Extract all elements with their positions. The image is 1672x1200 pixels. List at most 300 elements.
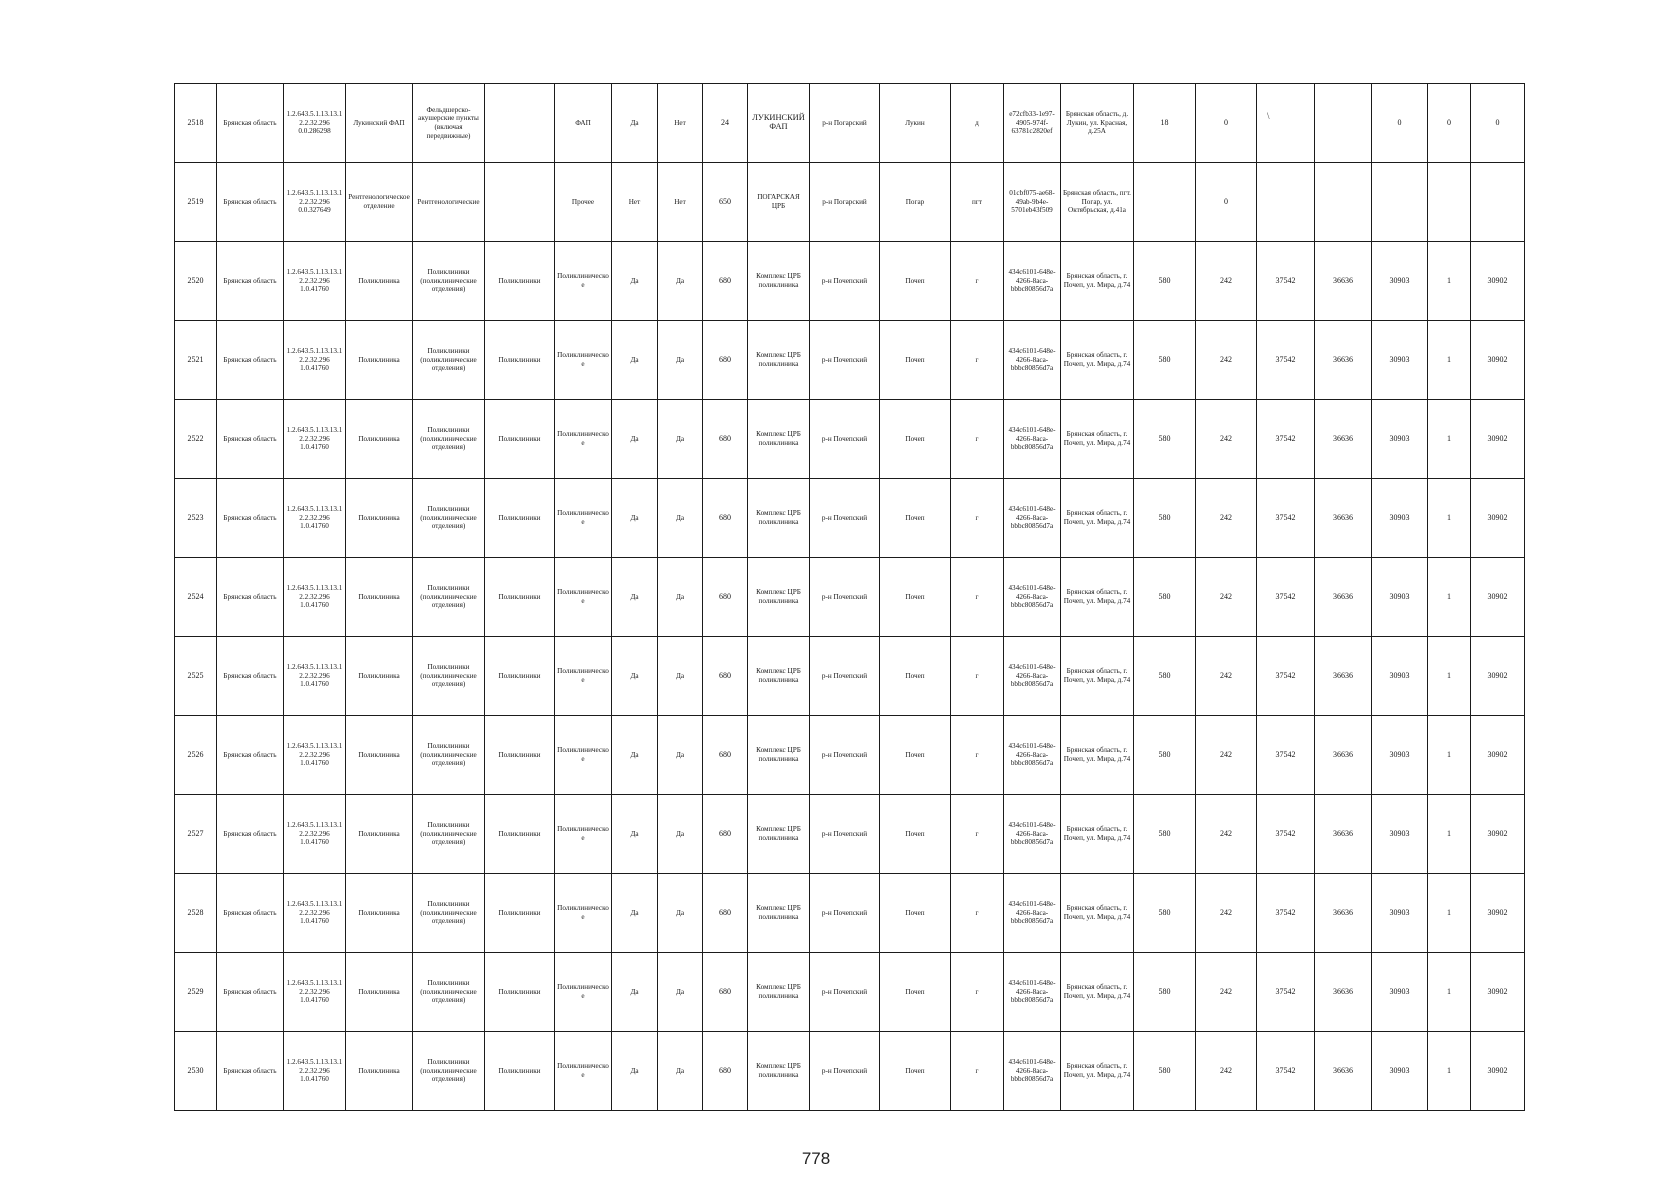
table-cell: 2530 xyxy=(175,1032,217,1111)
table-cell: 2525 xyxy=(175,637,217,716)
table-cell: 1.2.643.5.1.13.13.12.2.32.296 0.0.327649 xyxy=(284,163,346,242)
table-cell: Поликлиники (поликлинические отделения) xyxy=(413,558,485,637)
table-cell: 30902 xyxy=(1471,558,1525,637)
table-cell: Поликлиника xyxy=(346,795,413,874)
table-cell: 680 xyxy=(703,242,748,321)
table-cell: Почеп xyxy=(880,479,951,558)
table-cell: Поликлиники xyxy=(485,1032,555,1111)
table-cell: ЛУКИНСКИЙ ФАП xyxy=(748,84,810,163)
table-cell: 650 xyxy=(703,163,748,242)
table-cell: Почеп xyxy=(880,716,951,795)
table-cell: 242 xyxy=(1196,1032,1257,1111)
table-cell: 242 xyxy=(1196,874,1257,953)
table-cell: Комплекс ЦРБ поликлиника xyxy=(748,953,810,1032)
table-cell: Брянская область xyxy=(217,84,284,163)
table-cell: Брянская область xyxy=(217,558,284,637)
table-cell: Почеп xyxy=(880,558,951,637)
table-cell: Поликлиника xyxy=(346,874,413,953)
table-cell: 37542 xyxy=(1257,874,1315,953)
table-cell: Да xyxy=(658,479,703,558)
table-cell: Комплекс ЦРБ поликлиника xyxy=(748,400,810,479)
table-cell: 1.2.643.5.1.13.13.12.2.32.296 1.0.41760 xyxy=(284,716,346,795)
table-cell: 2526 xyxy=(175,716,217,795)
table-cell: 37542 xyxy=(1257,1032,1315,1111)
table-cell: г xyxy=(951,242,1004,321)
table-cell: 0 xyxy=(1196,84,1257,163)
table-cell: 434c6101-648e-4266-8aca-bbbc80856d7a xyxy=(1004,479,1061,558)
table-cell: 2520 xyxy=(175,242,217,321)
table-cell: 37542 xyxy=(1257,795,1315,874)
table-cell: 37542 xyxy=(1257,953,1315,1032)
table-cell: Да xyxy=(658,321,703,400)
table-cell: Поликлиники (поликлинические отделения) xyxy=(413,479,485,558)
table-cell: Поликлиническое xyxy=(555,795,612,874)
table-cell: Почеп xyxy=(880,953,951,1032)
table-cell: Брянская область, пгт. Погар, ул. Октябрьская, д.41а xyxy=(1061,163,1134,242)
table-cell: Почеп xyxy=(880,1032,951,1111)
table-cell: Поликлиники (поликлинические отделения) xyxy=(413,795,485,874)
table-row xyxy=(175,242,1525,321)
table-cell: Поликлиники xyxy=(485,321,555,400)
table-cell: Да xyxy=(612,321,658,400)
table-cell: Поликлиническое xyxy=(555,637,612,716)
table-cell: Нет xyxy=(658,163,703,242)
table-cell: 37542 xyxy=(1257,400,1315,479)
table-cell: Поликлиники (поликлинические отделения) xyxy=(413,400,485,479)
table-cell: Да xyxy=(612,716,658,795)
table-cell: Брянская область, г. Почеп, ул. Мира, д.74 xyxy=(1061,321,1134,400)
table-body xyxy=(175,84,1525,1111)
table-cell: 1.2.643.5.1.13.13.12.2.32.296 1.0.41760 xyxy=(284,1032,346,1111)
table-cell: Да xyxy=(612,84,658,163)
table-cell: Поликлиническое xyxy=(555,400,612,479)
table-cell: 0 xyxy=(1196,163,1257,242)
table-cell: Да xyxy=(658,716,703,795)
table-cell: Брянская область, г. Почеп, ул. Мира, д.74 xyxy=(1061,1032,1134,1111)
table-cell: Да xyxy=(658,637,703,716)
table-cell xyxy=(1134,163,1196,242)
table-cell: 680 xyxy=(703,716,748,795)
table-cell: e72cfb33-1e97-4905-974f-63781c2820ef xyxy=(1004,84,1061,163)
table-cell: 2519 xyxy=(175,163,217,242)
table-cell: Поликлиники (поликлинические отделения) xyxy=(413,874,485,953)
table-cell: р-н Погарский xyxy=(810,163,880,242)
table-row xyxy=(175,637,1525,716)
table-cell: 680 xyxy=(703,558,748,637)
table-cell: 30903 xyxy=(1372,953,1428,1032)
table-cell: Поликлиники xyxy=(485,716,555,795)
table-cell: д xyxy=(951,84,1004,163)
table-cell: 01cbf075-ae68-49ab-9b4e-5701eb43f509 xyxy=(1004,163,1061,242)
table-cell: Да xyxy=(658,400,703,479)
table-cell: г xyxy=(951,716,1004,795)
table-cell: г xyxy=(951,874,1004,953)
table-cell: 1.2.643.5.1.13.13.12.2.32.296 1.0.41760 xyxy=(284,874,346,953)
table-cell: Брянская область xyxy=(217,716,284,795)
table-cell: 2523 xyxy=(175,479,217,558)
table-cell: Почеп xyxy=(880,874,951,953)
table-row xyxy=(175,874,1525,953)
table-cell: Да xyxy=(658,795,703,874)
table-cell: 36636 xyxy=(1315,953,1372,1032)
table-cell: 30902 xyxy=(1471,795,1525,874)
table-cell: 2528 xyxy=(175,874,217,953)
table-cell: 434c6101-648e-4266-8aca-bbbc80856d7a xyxy=(1004,1032,1061,1111)
table-cell: 1 xyxy=(1428,558,1471,637)
table-cell xyxy=(485,163,555,242)
table-cell: 30902 xyxy=(1471,242,1525,321)
table-cell: Брянская область, г. Почеп, ул. Мира, д.74 xyxy=(1061,637,1134,716)
table-cell: 580 xyxy=(1134,795,1196,874)
table-cell: 2524 xyxy=(175,558,217,637)
table-cell: 30902 xyxy=(1471,400,1525,479)
table-cell: р-н Почепский xyxy=(810,637,880,716)
table-cell: Да xyxy=(612,874,658,953)
table-cell: 30903 xyxy=(1372,637,1428,716)
table-cell: Брянская область, г. Почеп, ул. Мира, д.74 xyxy=(1061,479,1134,558)
table-cell: Брянская область xyxy=(217,953,284,1032)
table-cell: р-н Почепский xyxy=(810,400,880,479)
table-cell: г xyxy=(951,479,1004,558)
table-cell: Брянская область xyxy=(217,637,284,716)
table-cell: 434c6101-648e-4266-8aca-bbbc80856d7a xyxy=(1004,795,1061,874)
table-cell: 580 xyxy=(1134,242,1196,321)
table-cell: 30902 xyxy=(1471,321,1525,400)
table-cell: 30903 xyxy=(1372,321,1428,400)
table-cell: Поликлиники xyxy=(485,953,555,1032)
table-cell: 1.2.643.5.1.13.13.12.2.32.296 1.0.41760 xyxy=(284,953,346,1032)
table-cell: 680 xyxy=(703,953,748,1032)
table-cell: Поликлиники (поликлинические отделения) xyxy=(413,1032,485,1111)
table-cell: 30902 xyxy=(1471,716,1525,795)
table-cell: г xyxy=(951,637,1004,716)
table-cell: Почеп xyxy=(880,795,951,874)
table-cell: 580 xyxy=(1134,953,1196,1032)
table-cell: Поликлиническое xyxy=(555,242,612,321)
table-cell: г xyxy=(951,558,1004,637)
table-cell xyxy=(1315,163,1372,242)
table-cell: Поликлиники (поликлинические отделения) xyxy=(413,242,485,321)
table-row xyxy=(175,1032,1525,1111)
table-cell: 30903 xyxy=(1372,795,1428,874)
table-cell: 1 xyxy=(1428,242,1471,321)
table-cell: Почеп xyxy=(880,637,951,716)
table-cell: 30903 xyxy=(1372,479,1428,558)
table-cell: р-н Почепский xyxy=(810,1032,880,1111)
table-cell: 580 xyxy=(1134,716,1196,795)
table-cell: 1.2.643.5.1.13.13.12.2.32.296 1.0.41760 xyxy=(284,479,346,558)
table-cell: 580 xyxy=(1134,400,1196,479)
table-cell: Брянская область, г. Почеп, ул. Мира, д.74 xyxy=(1061,874,1134,953)
table-cell: Комплекс ЦРБ поликлиника xyxy=(748,321,810,400)
table-cell: 2527 xyxy=(175,795,217,874)
table-cell: 580 xyxy=(1134,874,1196,953)
table-cell: р-н Почепский xyxy=(810,242,880,321)
table-cell: 580 xyxy=(1134,558,1196,637)
table-cell: Комплекс ЦРБ поликлиника xyxy=(748,874,810,953)
table-cell: Поликлиническое xyxy=(555,953,612,1032)
table-cell: Да xyxy=(612,400,658,479)
table-cell: Брянская область xyxy=(217,242,284,321)
table-cell: 2518 xyxy=(175,84,217,163)
table-cell: Поликлиника xyxy=(346,400,413,479)
table-cell: Лукин xyxy=(880,84,951,163)
table-cell: Поликлиника xyxy=(346,558,413,637)
table-cell: 30903 xyxy=(1372,874,1428,953)
table-cell: Комплекс ЦРБ поликлиника xyxy=(748,716,810,795)
table-cell: Брянская область, г. Почеп, ул. Мира, д.74 xyxy=(1061,795,1134,874)
page-number: 778 xyxy=(801,1149,831,1168)
table-cell: 242 xyxy=(1196,558,1257,637)
table-cell: 434c6101-648e-4266-8aca-bbbc80856d7a xyxy=(1004,637,1061,716)
table-cell: 680 xyxy=(703,479,748,558)
table-cell: Поликлиника xyxy=(346,479,413,558)
table-cell: 434c6101-648e-4266-8aca-bbbc80856d7a xyxy=(1004,716,1061,795)
table-cell: 0 xyxy=(1471,84,1525,163)
table-cell: р-н Почепский xyxy=(810,874,880,953)
table-cell: 242 xyxy=(1196,795,1257,874)
table-cell: 1.2.643.5.1.13.13.12.2.32.296 1.0.41760 xyxy=(284,795,346,874)
table-cell xyxy=(1428,163,1471,242)
table-cell: 434c6101-648e-4266-8aca-bbbc80856d7a xyxy=(1004,321,1061,400)
table-cell: Комплекс ЦРБ поликлиника xyxy=(748,242,810,321)
table-cell: Комплекс ЦРБ поликлиника xyxy=(748,795,810,874)
table-cell: 1.2.643.5.1.13.13.12.2.32.296 0.0.286298 xyxy=(284,84,346,163)
table-cell: 18 xyxy=(1134,84,1196,163)
table-cell: Брянская область, г. Почеп, ул. Мира, д.74 xyxy=(1061,242,1134,321)
table-cell: 680 xyxy=(703,321,748,400)
table-cell: р-н Почепский xyxy=(810,716,880,795)
table-cell: Да xyxy=(658,558,703,637)
table-cell: 30902 xyxy=(1471,1032,1525,1111)
table-cell: 37542 xyxy=(1257,479,1315,558)
table-cell: Поликлиники (поликлинические отделения) xyxy=(413,637,485,716)
table-cell: Да xyxy=(658,242,703,321)
table-cell: 680 xyxy=(703,637,748,716)
table-cell: 36636 xyxy=(1315,795,1372,874)
table-cell: 1 xyxy=(1428,953,1471,1032)
table-cell: 242 xyxy=(1196,400,1257,479)
table-cell: Да xyxy=(612,242,658,321)
table-cell: Рентгенологическое отделение xyxy=(346,163,413,242)
table-cell: 1.2.643.5.1.13.13.12.2.32.296 1.0.41760 xyxy=(284,558,346,637)
table-cell: р-н Почепский xyxy=(810,558,880,637)
table-cell: 1 xyxy=(1428,321,1471,400)
table-cell: 37542 xyxy=(1257,637,1315,716)
table-cell xyxy=(1257,163,1315,242)
table-cell: 680 xyxy=(703,874,748,953)
table-cell: Поликлиники xyxy=(485,558,555,637)
facility-registry-table xyxy=(174,83,1525,1111)
table-cell: Поликлиники xyxy=(485,479,555,558)
table-cell: Поликлиническое xyxy=(555,479,612,558)
table-cell: р-н Погарский xyxy=(810,84,880,163)
table-cell: 1.2.643.5.1.13.13.12.2.32.296 1.0.41760 xyxy=(284,400,346,479)
table-cell: Поликлиники xyxy=(485,400,555,479)
table-cell: 580 xyxy=(1134,479,1196,558)
table-cell: ПОГАРСКАЯ ЦРБ xyxy=(748,163,810,242)
table-cell: Лукинский ФАП xyxy=(346,84,413,163)
table-cell: 0 xyxy=(1428,84,1471,163)
table-row xyxy=(175,321,1525,400)
table-cell: Поликлиники (поликлинические отделения) xyxy=(413,321,485,400)
table-cell: Поликлиника xyxy=(346,953,413,1032)
table-cell: 242 xyxy=(1196,479,1257,558)
table-cell: 1 xyxy=(1428,1032,1471,1111)
table-cell: 30902 xyxy=(1471,479,1525,558)
table-cell: 2522 xyxy=(175,400,217,479)
table-cell: р-н Почепский xyxy=(810,953,880,1032)
table-cell: г xyxy=(951,400,1004,479)
table-cell: 37542 xyxy=(1257,242,1315,321)
table-cell: Да xyxy=(612,479,658,558)
table-cell: 36636 xyxy=(1315,1032,1372,1111)
table-cell: Почеп xyxy=(880,321,951,400)
table-cell: Брянская область xyxy=(217,795,284,874)
table-cell: Фельдшерско-акушерские пункты (включая передвижные) xyxy=(413,84,485,163)
table-cell: Поликлиники (поликлинические отделения) xyxy=(413,953,485,1032)
table-cell: 2529 xyxy=(175,953,217,1032)
table-cell: Почеп xyxy=(880,400,951,479)
table-cell: 37542 xyxy=(1257,716,1315,795)
table-cell: Комплекс ЦРБ поликлиника xyxy=(748,1032,810,1111)
table-cell: Поликлиническое xyxy=(555,874,612,953)
table-cell: Нет xyxy=(612,163,658,242)
table-cell: Поликлиника xyxy=(346,321,413,400)
table-cell: 242 xyxy=(1196,321,1257,400)
table-cell: 1 xyxy=(1428,874,1471,953)
table-cell: 434c6101-648e-4266-8aca-bbbc80856d7a xyxy=(1004,558,1061,637)
table-cell: 2521 xyxy=(175,321,217,400)
table-cell xyxy=(1372,163,1428,242)
table-cell: Брянская область xyxy=(217,874,284,953)
table-cell: Да xyxy=(658,953,703,1032)
table-cell: Да xyxy=(658,1032,703,1111)
table-cell: Брянская область, г. Почеп, ул. Мира, д.74 xyxy=(1061,400,1134,479)
table-cell: 1 xyxy=(1428,716,1471,795)
table-cell: Брянская область xyxy=(217,479,284,558)
table-cell: 37542 xyxy=(1257,558,1315,637)
table-cell xyxy=(485,84,555,163)
scan-mark: \ xyxy=(1267,111,1270,121)
table-cell: 36636 xyxy=(1315,242,1372,321)
table-cell: 1 xyxy=(1428,400,1471,479)
table-cell: 1 xyxy=(1428,637,1471,716)
table-cell: Погар xyxy=(880,163,951,242)
table-cell: Брянская область, г. Почеп, ул. Мира, д.74 xyxy=(1061,558,1134,637)
table-cell: Прочее xyxy=(555,163,612,242)
table-cell: Поликлиническое xyxy=(555,558,612,637)
table-cell: 37542 xyxy=(1257,321,1315,400)
table-cell: 30903 xyxy=(1372,558,1428,637)
table-cell: Брянская область, д. Лукин, ул. Красная, д.25А xyxy=(1061,84,1134,163)
table-cell: Поликлиники xyxy=(485,242,555,321)
table-cell: 434c6101-648e-4266-8aca-bbbc80856d7a xyxy=(1004,874,1061,953)
table-cell xyxy=(1471,163,1525,242)
table-cell xyxy=(1257,84,1315,163)
table-cell: Поликлиника xyxy=(346,637,413,716)
table-cell: г xyxy=(951,795,1004,874)
table-cell: 242 xyxy=(1196,716,1257,795)
table-cell: Поликлиники xyxy=(485,874,555,953)
table-row xyxy=(175,558,1525,637)
table-cell: Комплекс ЦРБ поликлиника xyxy=(748,637,810,716)
table-cell: р-н Почепский xyxy=(810,795,880,874)
table-cell: 0 xyxy=(1372,84,1428,163)
table-row xyxy=(175,953,1525,1032)
table-cell: 434c6101-648e-4266-8aca-bbbc80856d7a xyxy=(1004,242,1061,321)
table-cell: г xyxy=(951,1032,1004,1111)
table-cell: Да xyxy=(658,874,703,953)
table-cell: 36636 xyxy=(1315,479,1372,558)
table-cell: 36636 xyxy=(1315,321,1372,400)
table-cell: Поликлиники (поликлинические отделения) xyxy=(413,716,485,795)
table-cell: Комплекс ЦРБ поликлиника xyxy=(748,558,810,637)
table-cell: 1 xyxy=(1428,479,1471,558)
table-cell: Да xyxy=(612,953,658,1032)
table-cell: 434c6101-648e-4266-8aca-bbbc80856d7a xyxy=(1004,400,1061,479)
table-cell: 434c6101-648e-4266-8aca-bbbc80856d7a xyxy=(1004,953,1061,1032)
table-cell: 36636 xyxy=(1315,400,1372,479)
table-cell: 30902 xyxy=(1471,874,1525,953)
table-cell: 36636 xyxy=(1315,874,1372,953)
table-cell: 1.2.643.5.1.13.13.12.2.32.296 1.0.41760 xyxy=(284,637,346,716)
table-cell: 30902 xyxy=(1471,637,1525,716)
table-cell: 580 xyxy=(1134,637,1196,716)
table-cell: ФАП xyxy=(555,84,612,163)
table-cell: Брянская область, г. Почеп, ул. Мира, д.74 xyxy=(1061,953,1134,1032)
table-cell: Поликлиническое xyxy=(555,1032,612,1111)
table-cell: 242 xyxy=(1196,953,1257,1032)
table-cell: Брянская область xyxy=(217,163,284,242)
table-cell: Да xyxy=(612,637,658,716)
table-cell: Брянская область xyxy=(217,400,284,479)
table-cell: 680 xyxy=(703,795,748,874)
table-cell: 242 xyxy=(1196,637,1257,716)
table-cell: 1.2.643.5.1.13.13.12.2.32.296 1.0.41760 xyxy=(284,321,346,400)
table-cell: Брянская область, г. Почеп, ул. Мира, д.74 xyxy=(1061,716,1134,795)
table-cell: Комплекс ЦРБ поликлиника xyxy=(748,479,810,558)
table-cell: 242 xyxy=(1196,242,1257,321)
table-cell: 680 xyxy=(703,400,748,479)
table-cell: Поликлиника xyxy=(346,1032,413,1111)
table-cell: Поликлиническое xyxy=(555,716,612,795)
table-cell: 24 xyxy=(703,84,748,163)
table-cell: 680 xyxy=(703,1032,748,1111)
table-row xyxy=(175,716,1525,795)
table-cell: 36636 xyxy=(1315,637,1372,716)
table-row xyxy=(175,479,1525,558)
table-cell: Да xyxy=(612,1032,658,1111)
table-cell: 580 xyxy=(1134,321,1196,400)
table-cell: 36636 xyxy=(1315,716,1372,795)
table-cell: 30902 xyxy=(1471,953,1525,1032)
table-cell: 1 xyxy=(1428,795,1471,874)
table-row xyxy=(175,795,1525,874)
table-cell: пгт xyxy=(951,163,1004,242)
table-cell: Брянская область xyxy=(217,1032,284,1111)
table-cell: 30903 xyxy=(1372,400,1428,479)
table-cell: Нет xyxy=(658,84,703,163)
table-row xyxy=(175,400,1525,479)
table-cell: Брянская область xyxy=(217,321,284,400)
table-cell: Да xyxy=(612,558,658,637)
table-cell: Поликлиника xyxy=(346,716,413,795)
table-cell: р-н Почепский xyxy=(810,479,880,558)
table-cell: Поликлиники xyxy=(485,637,555,716)
table-cell: 580 xyxy=(1134,1032,1196,1111)
table-cell: 30903 xyxy=(1372,1032,1428,1111)
